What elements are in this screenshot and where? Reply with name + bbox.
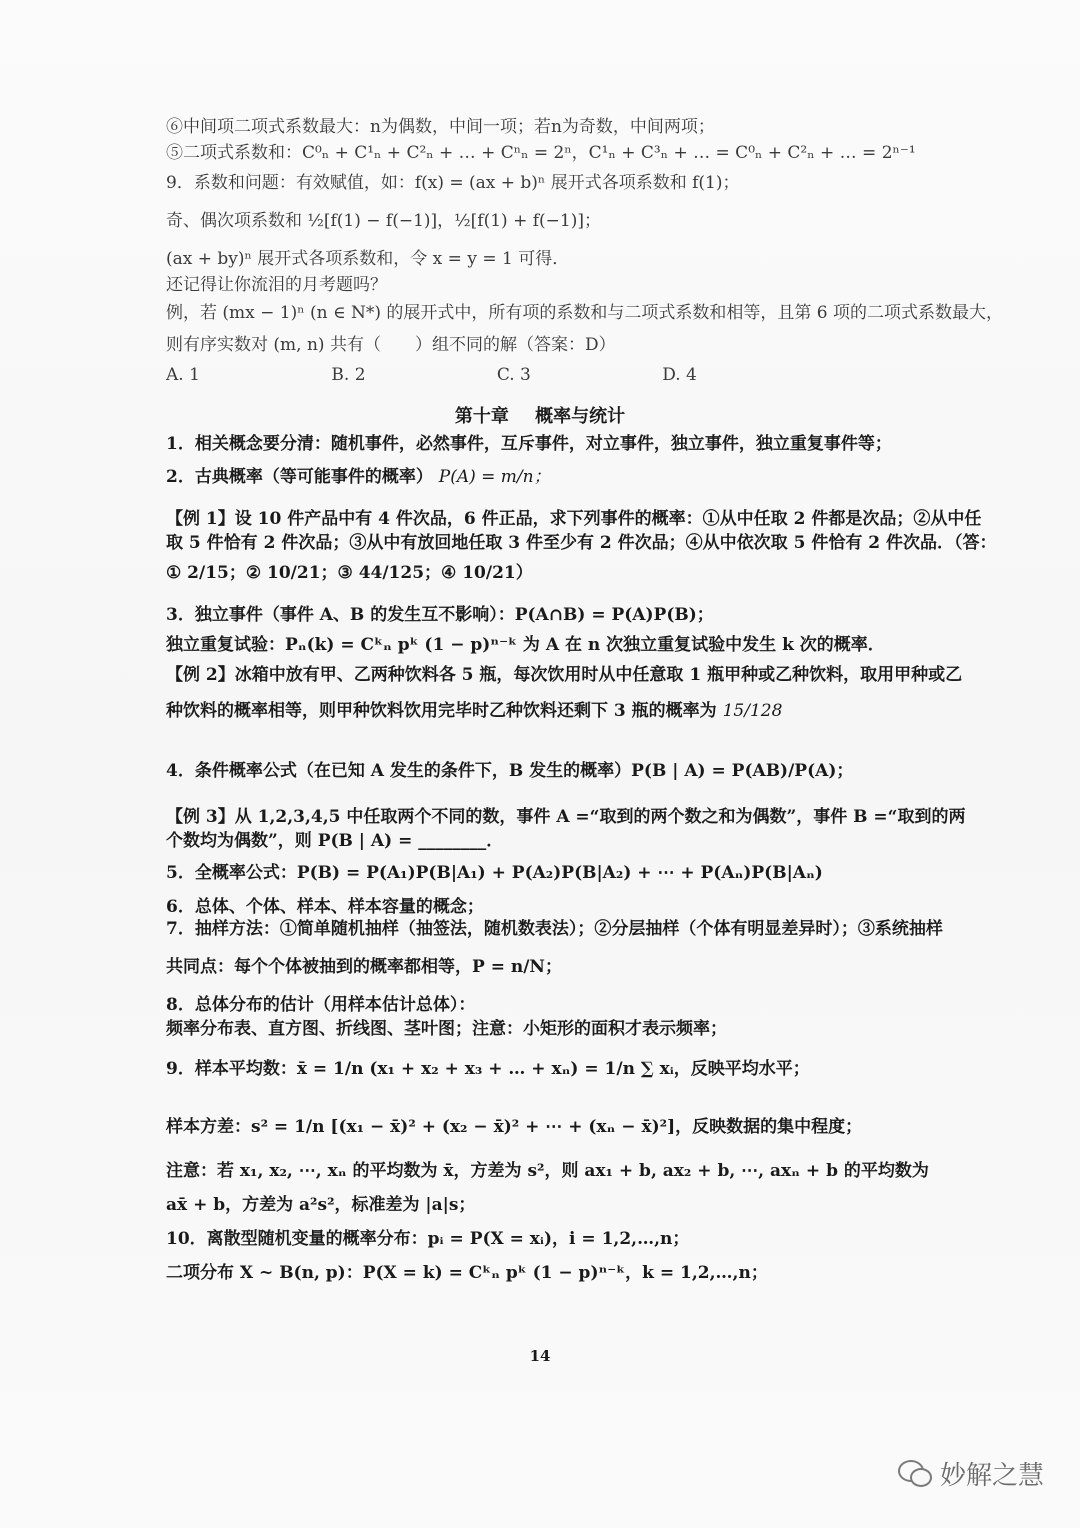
chapter-heading xyxy=(0,402,1080,428)
note-line-2: ax̄ + b，方差为 a²s²，标准差为 |a|s； xyxy=(166,1195,476,1215)
note-line-1: 注意：若 x₁, x₂, ⋯, xₙ 的平均数为 x̄，方差为 s²，则 ax₁ + b, ax₂ + b, ⋯, axₙ + b 的平均数为 xyxy=(166,1161,929,1181)
example-3-line-1: 【例 3】从 1,2,3,4,5 中任取两个不同的数，事件 A =“取到的两个数之和为偶数”，事件 B =“取到的两 xyxy=(166,807,966,827)
text-line: 则有序实数对 (m, n) 共有（ ）组不同的解（答案：D） xyxy=(166,335,616,355)
option-b: B. 2 xyxy=(331,365,366,385)
option-a: A. 1 xyxy=(166,365,200,385)
text-line: 例，若 (mx − 1)ⁿ (n ∈ N*) 的展开式中，所有项的系数和与二项式系数和相等，且第 6 项的二项式系数最大， xyxy=(166,303,1004,323)
item-7-common: 共同点：每个个体被抽到的概率都相等，P = n/N； xyxy=(166,957,562,977)
item-1: 1．相关概念要分清：随机事件，必然事件，互斥事件，对立事件，独立事件，独立重复事件等； xyxy=(166,434,892,454)
watermark xyxy=(898,1453,1068,1493)
item-7: 7．抽样方法：①简单随机抽样（抽签法，随机数表法）；②分层抽样（个体有明显差异时）；③系统抽样 xyxy=(166,919,943,939)
item-8: 8．总体分布的估计（用样本估计总体）： xyxy=(166,995,476,1015)
chapter-title: 概率与统计 xyxy=(535,406,626,427)
chapter-number: 第十章 xyxy=(454,406,509,427)
options-row xyxy=(166,364,996,386)
option-d: D. 4 xyxy=(662,365,697,385)
item-4: 4．条件概率公式（在已知 A 发生的条件下，B 发生的概率）P(B | A) = P(AB)/P(A)； xyxy=(166,761,854,781)
item-3: 3．独立事件（事件 A、B 的发生互不影响）：P(A∩B) = P(A)P(B)； xyxy=(166,605,714,625)
example-2-answer: 15/128 xyxy=(722,701,783,721)
example-2-line-1: 【例 2】冰箱中放有甲、乙两种饮料各 5 瓶，每次饮用时从中任意取 1 瓶甲种或乙种饮料，取用甲种或乙 xyxy=(166,665,963,685)
example-3-line-2: 个数均为偶数”，则 P(B | A) = ________． xyxy=(166,831,504,851)
text-line: (ax + by)ⁿ 展开式各项系数和，令 x = y = 1 可得． xyxy=(166,249,570,269)
item-2: 2．古典概率（等可能事件的概率） P(A) = m/n； xyxy=(166,467,551,487)
item-8-detail: 频率分布表、直方图、折线图、茎叶图；注意：小矩形的面积才表示频率； xyxy=(166,1019,727,1039)
page-number: 14 xyxy=(529,1347,551,1365)
item-10: 10．离散型随机变量的概率分布：pᵢ = P(X = xᵢ)，i = 1,2,…,n； xyxy=(166,1229,690,1249)
classical-probability-formula: P(A) = m/n； xyxy=(438,467,551,487)
text-line: 奇、偶次项系数和 ½[f(1) − f(−1)]，½[f(1) + f(−1)]； xyxy=(166,211,601,231)
example-1-line-2: 取 5 件恰有 2 件次品；③从中有放回地任取 3 件至少有 2 件次品；④从中依次取 5 件恰有 2 件次品．（答： xyxy=(166,533,997,553)
text-line: ⑥中间项二项式系数最大：n为偶数，中间一项；若n为奇数，中间两项； xyxy=(166,117,715,137)
option-c: C. 3 xyxy=(496,365,531,385)
text-line: 还记得让你流泪的月考题吗？ xyxy=(166,275,387,295)
text-line: 9．系数和问题：有效赋值，如：f(x) = (ax + b)ⁿ 展开式各项系数和 f(1)； xyxy=(166,173,740,193)
item-9-variance: 样本方差：s² = 1/n [(x₁ − x̄)² + (x₂ − x̄)² + ⋯ + (xₙ − x̄)²]，反映数据的集中程度； xyxy=(166,1117,863,1137)
watermark-text: 妙解之慧 xyxy=(940,1460,1045,1491)
chat-bubble-icon xyxy=(898,1458,932,1488)
item-10-binomial: 二项分布 X ~ B(n, p)：P(X = k) = Cᵏₙ pᵏ (1 − p)ⁿ⁻ᵏ，k = 1,2,…,n； xyxy=(166,1263,768,1283)
item-5: 5．全概率公式：P(B) = P(A₁)P(B|A₁) + P(A₂)P(B|A₂) + ⋯ + P(Aₙ)P(B|Aₙ) xyxy=(166,863,823,883)
example-1-answers: ① 2/15；② 10/21；③ 44/125；④ 10/21） xyxy=(166,563,533,583)
item-9-mean: 9．样本平均数：x̄ = 1/n (x₁ + x₂ + x₃ + … + xₙ) = 1/n ∑ xᵢ，反映平均水平； xyxy=(166,1059,810,1079)
item-3-repeated-trials: 独立重复试验：Pₙ(k) = Cᵏₙ pᵏ (1 − p)ⁿ⁻ᵏ 为 A 在 n 次独立重复试验中发生 k 次的概率． xyxy=(166,635,885,655)
example-2-line-2: 种饮料的概率相等，则甲种饮料饮用完毕时乙种饮料还剩下 3 瓶的概率为 15/128 xyxy=(166,701,783,721)
example-1-line-1: 【例 1】设 10 件产品中有 4 件次品，6 件正品，求下列事件的概率：①从中任取 2 件都是次品；②从中任 xyxy=(166,509,982,529)
item-6: 6．总体、个体、样本、样本容量的概念； xyxy=(166,897,484,917)
text-line: ⑤二项式系数和：C⁰ₙ + C¹ₙ + C²ₙ + … + Cⁿₙ = 2ⁿ，C¹ₙ + C³ₙ + … = C⁰ₙ + C²ₙ + … = 2ⁿ⁻¹ xyxy=(166,143,916,163)
